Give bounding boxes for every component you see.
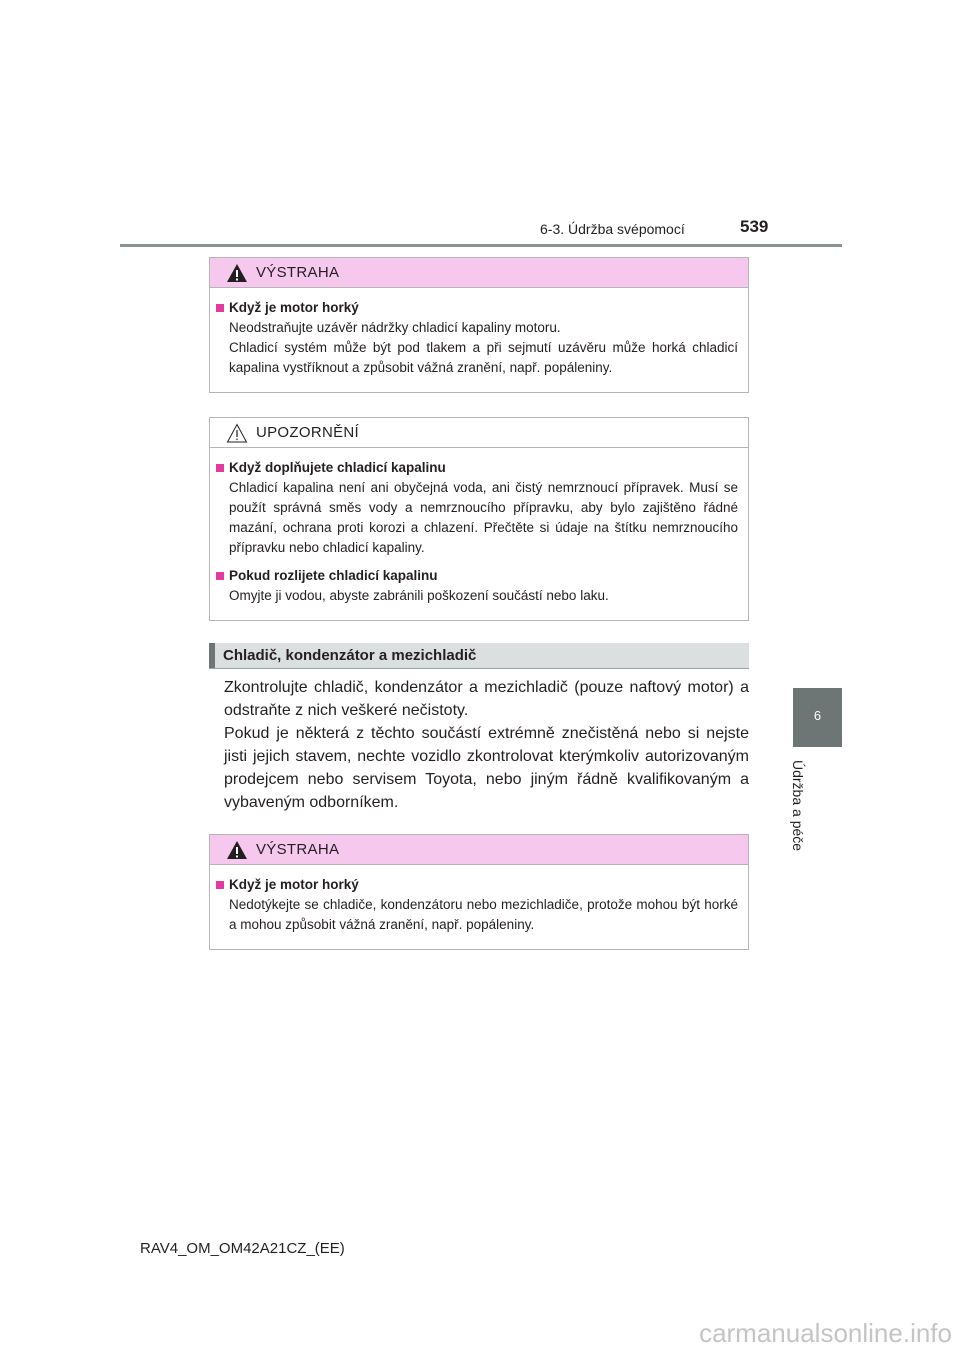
caution-box-item: [216, 460, 738, 558]
item-heading-text: Pokud rozlijete chladicí kapalinu: [229, 568, 438, 583]
warning-box-1-title: VÝSTRAHA: [256, 264, 340, 281]
item-heading: [216, 460, 738, 475]
section-paragraph: Zkontrolujte chladič, kondenzátor a mezichladič (pouze naftový motor) a odstraňte z nich veškeré nečistoty. Pokud je některá z těchto součástí extrémně znečistěná nebo si nejste jisti jejich stavem, nechte vozidlo zkontrolovat kterýmkoliv autorizovaným prodejcem nebo servisem Toyota, nebo jiným řádně kvalifikovaným a vybaveným odborníkem.: [224, 679, 749, 811]
warning-box-2-header: [210, 835, 748, 865]
item-heading: [216, 300, 738, 315]
page-number: 539: [740, 217, 769, 236]
section-heading-text: Chladič, kondenzátor a mezichladič: [223, 647, 477, 664]
bullet-square-icon: [216, 572, 224, 580]
warning-box-1-body: [210, 288, 748, 392]
bullet-square-icon: [216, 304, 224, 312]
item-text: Neodstraňujte uzávěr nádržky chladicí kapaliny motoru. Chladicí systém může být pod tlakem a při sejmutí uzávěru může horká chladicí kapalina vystříknout a způsobit vážná zranění, např. popáleniny.: [229, 320, 738, 375]
warning-box-1: [209, 257, 749, 393]
warning-box-2: [209, 834, 749, 950]
warning-box-2-item: [216, 877, 738, 935]
chapter-tab: [793, 688, 842, 747]
caution-box-title: UPOZORNĚNÍ: [256, 424, 360, 441]
item-text: Nedotýkejte se chladiče, kondenzátoru nebo mezichladiče, protože mohou být horké a mohou způsobit vážná zranění, např. popáleniny.: [229, 897, 738, 932]
warning-box-2-title: VÝSTRAHA: [256, 841, 340, 858]
warning-triangle-icon: [226, 840, 248, 860]
bullet-square-icon: [216, 881, 224, 889]
item-heading-text: Když doplňujete chladicí kapalinu: [229, 460, 446, 475]
section-heading: [209, 643, 749, 669]
warning-box-2-body: [210, 865, 748, 949]
warning-triangle-icon: [226, 263, 248, 283]
item-text: Chladicí kapalina není ani obyčejná voda, ani čistý nemrznoucí přípravek. Musí se použít správná směs vody a nemrznoucího přípravku, aby bylo zajištěno řádné mazání, ochrana proti korozi a chlazení. Přečtěte si údaje na štítku nemrznoucího přípravku nebo chladicí kapaliny.: [229, 480, 738, 555]
document-code: RAV4_OM_OM42A21CZ_(EE): [140, 1240, 345, 1257]
watermark: carmanualsonline.info: [699, 1318, 952, 1348]
caution-box-body: [210, 448, 748, 620]
item-heading-text: Když je motor horký: [229, 300, 359, 315]
caution-box-item: [216, 568, 738, 606]
header-section-title: 6-3. Údržba svépomocí: [540, 221, 685, 237]
header-rule: [120, 244, 842, 247]
warning-box-1-item: [216, 300, 738, 378]
caution-box: [209, 417, 749, 621]
caution-triangle-icon: [226, 423, 248, 443]
bullet-square-icon: [216, 464, 224, 472]
chapter-number: 6: [813, 708, 822, 723]
item-heading-text: Když je motor horký: [229, 877, 359, 892]
item-heading: [216, 568, 738, 583]
chapter-label: [786, 760, 806, 880]
item-heading: [216, 877, 738, 892]
item-text: Omyjte ji vodou, abyste zabránili poškození součástí nebo laku.: [229, 588, 609, 603]
warning-box-1-header: [210, 258, 748, 288]
section-heading-accent: [209, 643, 215, 668]
caution-box-header: [210, 418, 748, 448]
chapter-label-text: Údržba a péče: [790, 760, 806, 852]
